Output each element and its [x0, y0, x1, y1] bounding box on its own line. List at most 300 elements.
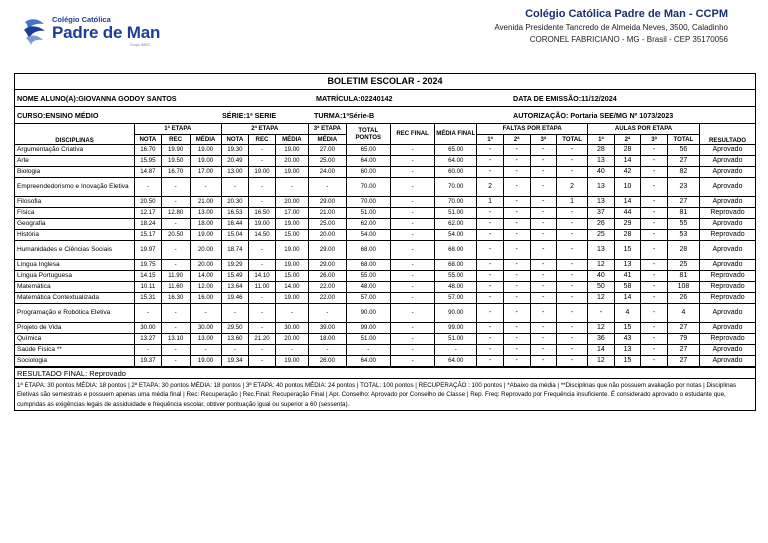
grade-cell: 13.00 [221, 166, 249, 177]
grade-cell: - [503, 303, 530, 322]
grade-cell: - [309, 303, 347, 322]
result-cell: Reprovado [699, 292, 755, 303]
grade-cell: 79 [667, 333, 699, 344]
grade-cell: - [530, 259, 557, 270]
logo-title: Padre de Man [52, 23, 161, 42]
grade-cell: 27 [667, 322, 699, 333]
header-nota: NOTA [221, 134, 249, 144]
grade-cell: - [641, 196, 668, 207]
result-cell: Aprovado [699, 166, 755, 177]
grade-cell: - [390, 292, 434, 303]
grade-cell: 99.00 [435, 322, 477, 333]
grade-cell: 13 [614, 259, 641, 270]
grade-level: SÉRIE:1ª SERIE [222, 111, 277, 120]
grade-cell: 64.00 [346, 155, 390, 166]
grade-cell: 39.00 [309, 322, 347, 333]
grade-cell: 25.00 [309, 155, 347, 166]
grade-cell: 19.37 [135, 355, 162, 366]
grade-cell: - [557, 322, 588, 333]
grade-cell: - [390, 155, 434, 166]
grade-cell: - [641, 355, 668, 366]
grade-cell: - [503, 259, 530, 270]
grade-cell: 11.00 [249, 281, 276, 292]
grade-cell: 19.50 [161, 155, 190, 166]
grade-cell: 18.24 [135, 218, 162, 229]
grade-cell: 14.10 [249, 270, 276, 281]
grade-cell: 65.00 [346, 144, 390, 155]
table-row [15, 344, 755, 355]
grade-cell: 19.00 [190, 229, 221, 240]
grade-cell: - [530, 344, 557, 355]
grade-cell: 15 [614, 240, 641, 259]
grade-cell: - [477, 259, 504, 270]
grade-cell: - [161, 196, 190, 207]
result-cell: Reprovado [699, 333, 755, 344]
grade-cell: 2 [557, 177, 588, 196]
grade-cell: - [557, 144, 588, 155]
header-falta-total: TOTAL [557, 134, 588, 144]
grade-cell: - [135, 344, 162, 355]
grade-cell: - [477, 155, 504, 166]
grade-cell: - [477, 322, 504, 333]
result-cell: Aprovado [699, 144, 755, 155]
grade-cell: - [435, 344, 477, 355]
header-rec: REC [161, 134, 190, 144]
grade-cell: - [390, 333, 434, 344]
grade-cell: 14 [588, 344, 615, 355]
grade-cell: 19.00 [190, 155, 221, 166]
grade-cell: - [390, 281, 434, 292]
result-cell: Aprovado [699, 196, 755, 207]
grade-cell: 25.00 [309, 218, 347, 229]
grade-cell: 13.00 [190, 207, 221, 218]
grade-cell: - [503, 144, 530, 155]
discipline-name: Empreendedorismo e Inovação Eletiva [15, 177, 135, 196]
grade-cell: 60.00 [435, 166, 477, 177]
grade-cell: 62.00 [346, 218, 390, 229]
grade-cell: 18.74 [221, 240, 249, 259]
grade-cell: - [390, 355, 434, 366]
header-aula-e1: 1ª [588, 134, 615, 144]
grade-cell: 27 [667, 344, 699, 355]
grade-cell: - [503, 196, 530, 207]
table-header-row-1 [15, 124, 755, 134]
grade-cell: 15.17 [135, 229, 162, 240]
grade-cell: 11.60 [161, 281, 190, 292]
grade-cell: 70.00 [346, 177, 390, 196]
grades-table [15, 124, 755, 367]
grade-cell: 14 [614, 196, 641, 207]
grade-cell: 40 [588, 166, 615, 177]
grade-cell: - [390, 196, 434, 207]
grade-cell: 48.00 [435, 281, 477, 292]
grade-cell: - [557, 207, 588, 218]
table-row [15, 292, 755, 303]
table-row [15, 333, 755, 344]
grade-cell: 28 [588, 144, 615, 155]
grade-cell: 13.27 [135, 333, 162, 344]
grade-cell: 20.00 [275, 333, 308, 344]
grade-cell: 4 [614, 303, 641, 322]
grade-cell: - [641, 207, 668, 218]
grade-cell: 19.00 [275, 144, 308, 155]
grade-cell: - [275, 303, 308, 322]
grade-cell: 70.00 [435, 177, 477, 196]
grade-cell: 20.50 [135, 196, 162, 207]
grade-cell: 20.00 [275, 155, 308, 166]
grade-cell: - [588, 303, 615, 322]
grade-cell: - [557, 270, 588, 281]
grade-cell: - [190, 177, 221, 196]
grade-cell: 19.00 [275, 240, 308, 259]
grade-cell: - [503, 218, 530, 229]
grade-cell: 55.00 [435, 270, 477, 281]
grade-cell: 54.00 [435, 229, 477, 240]
grade-cell: - [390, 322, 434, 333]
grade-cell: - [161, 344, 190, 355]
grade-cell: 22.00 [309, 292, 347, 303]
grade-cell: 20.49 [221, 155, 249, 166]
grade-cell: 15.31 [135, 292, 162, 303]
grade-cell: - [390, 303, 434, 322]
grade-cell: 14 [614, 292, 641, 303]
table-row [15, 144, 755, 155]
grade-cell: 19.90 [161, 144, 190, 155]
grade-cell: 19.46 [221, 292, 249, 303]
header-total-pontos: TOTAL PONTOS [346, 124, 390, 144]
grade-cell: - [249, 177, 276, 196]
grade-cell: 18.00 [309, 333, 347, 344]
grade-cell: - [503, 281, 530, 292]
grade-cell: - [503, 207, 530, 218]
discipline-name: Física [15, 207, 135, 218]
grade-cell: - [275, 177, 308, 196]
grade-cell: 19.00 [190, 144, 221, 155]
grade-cell: - [641, 292, 668, 303]
discipline-name: Arte [15, 155, 135, 166]
grade-cell: - [557, 229, 588, 240]
grade-cell: 16.00 [190, 292, 221, 303]
grade-cell: 26 [588, 218, 615, 229]
grades-body [15, 144, 755, 366]
grade-cell: - [477, 229, 504, 240]
grade-cell: 19.00 [275, 218, 308, 229]
result-cell: Aprovado [699, 218, 755, 229]
discipline-name: Matemática Contextualizada [15, 292, 135, 303]
grade-cell: 30.00 [190, 322, 221, 333]
header-media-final: MÉDIA FINAL [435, 124, 477, 144]
grade-cell: 14.87 [135, 166, 162, 177]
table-row [15, 207, 755, 218]
result-cell: Aprovado [699, 322, 755, 333]
header-etapa1: 1ª ETAPA [135, 124, 221, 134]
grade-cell: - [477, 240, 504, 259]
grade-cell: - [503, 322, 530, 333]
grade-cell: 64.00 [435, 155, 477, 166]
grade-cell: - [557, 303, 588, 322]
grade-cell: 19.29 [221, 259, 249, 270]
grade-cell: 14.50 [249, 229, 276, 240]
discipline-name: Sociologia [15, 355, 135, 366]
grade-cell: 21.20 [249, 333, 276, 344]
grade-cell: 41 [614, 270, 641, 281]
grade-cell: 15.49 [221, 270, 249, 281]
grade-cell: 17.00 [275, 207, 308, 218]
discipline-name: Projeto de Vida [15, 322, 135, 333]
grade-cell: 12 [588, 292, 615, 303]
grade-cell: 58 [614, 281, 641, 292]
grade-cell: 12.80 [161, 207, 190, 218]
grade-cell: - [503, 240, 530, 259]
grade-cell: - [477, 207, 504, 218]
grade-cell: 25 [667, 259, 699, 270]
grade-cell: 48.00 [346, 281, 390, 292]
grade-cell: - [530, 177, 557, 196]
grade-cell: 20.00 [190, 259, 221, 270]
grade-cell: - [221, 344, 249, 355]
grade-cell: - [477, 166, 504, 177]
grade-cell: 20.30 [221, 196, 249, 207]
grade-cell: 11.90 [161, 270, 190, 281]
grade-cell: - [221, 303, 249, 322]
result-cell: Reprovado [699, 207, 755, 218]
grade-cell: - [557, 259, 588, 270]
grade-cell: 19.00 [275, 355, 308, 366]
grade-cell: - [557, 355, 588, 366]
grade-cell: - [641, 155, 668, 166]
logo-subtitle: Colégio Católica [52, 15, 111, 24]
grade-cell: - [390, 240, 434, 259]
issue-date: DATA DE EMISSÃO:11/12/2024 [513, 94, 617, 103]
grade-cell: 12 [588, 322, 615, 333]
grade-cell: - [641, 229, 668, 240]
grade-cell: - [530, 322, 557, 333]
header-etapa2: 2ª ETAPA [221, 124, 308, 134]
grade-cell: 22.00 [309, 281, 347, 292]
school-name: Colégio Católica Padre de Man - CCPM [525, 8, 728, 20]
grade-cell: 19.00 [190, 355, 221, 366]
discipline-name: História [15, 229, 135, 240]
grade-cell: 21.00 [309, 207, 347, 218]
header-aula-e3: 3ª [641, 134, 668, 144]
result-cell: Reprovado [699, 281, 755, 292]
grade-cell: 20.50 [161, 229, 190, 240]
result-cell: Reprovado [699, 229, 755, 240]
grade-cell: 27 [667, 196, 699, 207]
grade-cell: - [557, 240, 588, 259]
grade-cell: 70.00 [435, 196, 477, 207]
table-row [15, 196, 755, 207]
grade-cell: - [275, 344, 308, 355]
grade-cell: 60.00 [346, 166, 390, 177]
grade-cell: - [641, 303, 668, 322]
grade-cell: 13.10 [161, 333, 190, 344]
grade-cell: - [530, 355, 557, 366]
grade-cell: - [530, 333, 557, 344]
grade-cell: - [221, 177, 249, 196]
grade-cell: - [530, 229, 557, 240]
header-nota: NOTA [135, 134, 162, 144]
grade-cell: 16.70 [135, 144, 162, 155]
grade-cell: 10 [614, 177, 641, 196]
result-cell: Aprovado [699, 177, 755, 196]
discipline-name: Humanidades e Ciências Sociais [15, 240, 135, 259]
grade-cell: 19.00 [249, 218, 276, 229]
grade-cell: - [530, 303, 557, 322]
grade-cell: 51.00 [346, 207, 390, 218]
discipline-name: Língua Portuguesa [15, 270, 135, 281]
header-aula-total: TOTAL [667, 134, 699, 144]
school-info [494, 7, 728, 46]
result-cell: Aprovado [699, 240, 755, 259]
info-row-student [15, 90, 755, 107]
grade-cell: - [503, 177, 530, 196]
grade-cell: 19.00 [275, 259, 308, 270]
grade-cell: 90.00 [346, 303, 390, 322]
grade-cell: - [161, 259, 190, 270]
grade-cell: 20.00 [309, 229, 347, 240]
grade-cell: - [641, 177, 668, 196]
grade-cell: 62.00 [435, 218, 477, 229]
grade-cell: 29.50 [221, 322, 249, 333]
grade-cell: 14.00 [190, 270, 221, 281]
grade-cell: - [249, 155, 276, 166]
grade-cell: - [530, 144, 557, 155]
grade-cell: 25 [588, 229, 615, 240]
grade-cell: 12.17 [135, 207, 162, 218]
grade-cell: 13 [588, 196, 615, 207]
grade-cell: 90.00 [435, 303, 477, 322]
header-media: MÉDIA [309, 134, 347, 144]
grade-cell: 13 [588, 155, 615, 166]
grade-cell: - [390, 259, 434, 270]
grade-cell: - [557, 155, 588, 166]
grade-cell: - [530, 292, 557, 303]
grade-cell: - [503, 155, 530, 166]
grade-cell: - [390, 344, 434, 355]
grade-cell: 19.30 [221, 144, 249, 155]
discipline-name: Química [15, 333, 135, 344]
grade-cell: - [249, 240, 276, 259]
grade-cell: 16.53 [221, 207, 249, 218]
discipline-name: Geografia [15, 218, 135, 229]
header-etapa3: 3ª ETAPA [309, 124, 347, 134]
grade-cell: 20.00 [190, 240, 221, 259]
course: CURSO:ENSINO MÉDIO [17, 111, 99, 120]
grade-cell: 12 [588, 259, 615, 270]
grade-cell: - [503, 166, 530, 177]
grade-cell: 19.97 [135, 240, 162, 259]
grade-cell: 16.44 [221, 218, 249, 229]
grade-cell: - [161, 355, 190, 366]
grade-cell: - [530, 240, 557, 259]
grade-cell: - [249, 355, 276, 366]
grade-cell: 54.00 [346, 229, 390, 240]
grade-cell: - [503, 229, 530, 240]
discipline-name: Saúde Física ** [15, 344, 135, 355]
grade-cell: - [161, 322, 190, 333]
discipline-name: Programação e Robótica Eletiva [15, 303, 135, 322]
grade-cell: - [641, 218, 668, 229]
grade-cell: 29.00 [309, 259, 347, 270]
school-address: Avenida Presidente Tancredo de Almeida Neves, 3500, Caladinho [494, 23, 728, 32]
grade-cell: 21.00 [190, 196, 221, 207]
logo-group: Grupo UBEC [130, 43, 151, 47]
grade-cell: 29 [614, 218, 641, 229]
grade-cell: 23 [667, 177, 699, 196]
grade-cell: 18.00 [190, 218, 221, 229]
grade-cell: - [557, 333, 588, 344]
grade-cell: 15.04 [221, 229, 249, 240]
grade-cell: - [641, 259, 668, 270]
legend-notes: 1ª ETAPA: 30 pontos MÉDIA: 18 pontos | 2ª ETAPA: 30 pontos MÉDIA: 18 pontos | 3ª ETAPA: 40 pontos MÉDIA: 24 pontos | TOTAL: 100 pontos | RECUPERAÇÃO : 100 pontos | *Abaixo da média | **Disciplinas que não possuem avaliação por notas | Disciplinas Eletivas são semestrais e possuem apenas uma média final | Rec: Recuperação | Rec.Final: Recuperação Final | Apr. Conselho: Aprovado por Conselho de Classe | Rep. Freq: Reprovado por Frequência insuficiente. É considerado aprovado o estudante que, cumpridas as exigências legais de assiduidade e frequência escolar, obtiver pontuação igual ou superior a 60 (sessenta). [17, 381, 737, 408]
grade-cell: 2 [477, 177, 504, 196]
discipline-name: Língua Inglesa [15, 259, 135, 270]
grade-cell: 13.60 [221, 333, 249, 344]
grade-cell: - [530, 207, 557, 218]
table-row [15, 281, 755, 292]
page-header [0, 0, 768, 70]
grade-cell: 42 [614, 166, 641, 177]
header-aulas: AULAS POR ETAPA [588, 124, 700, 134]
grade-cell: 27 [667, 355, 699, 366]
grade-cell: 82 [667, 166, 699, 177]
table-row [15, 259, 755, 270]
grade-cell: 17.00 [190, 166, 221, 177]
grade-cell: 15 [614, 322, 641, 333]
grade-cell: - [477, 218, 504, 229]
header-falta-e3: 3ª [530, 134, 557, 144]
grade-cell: 81 [667, 207, 699, 218]
grade-cell: - [390, 270, 434, 281]
grade-cell: 13 [588, 177, 615, 196]
grade-cell: 57.00 [435, 292, 477, 303]
grade-cell: 15.95 [135, 155, 162, 166]
grade-cell: 15.00 [275, 270, 308, 281]
school-logo [22, 14, 182, 48]
grade-cell: - [503, 355, 530, 366]
grade-cell: 15.00 [275, 229, 308, 240]
grade-cell: 64.00 [435, 355, 477, 366]
grade-cell: 27.00 [309, 144, 347, 155]
grade-cell: - [190, 303, 221, 322]
table-row [15, 229, 755, 240]
grade-cell: 55 [667, 218, 699, 229]
grade-cell: 13 [588, 240, 615, 259]
grade-cell: - [135, 177, 162, 196]
header-media: MÉDIA [190, 134, 221, 144]
grade-cell: 19.00 [249, 166, 276, 177]
grade-cell: 1 [477, 196, 504, 207]
grade-cell: - [477, 144, 504, 155]
grade-cell: 64.00 [346, 355, 390, 366]
grade-cell: - [557, 292, 588, 303]
school-city: CORONEL FABRICIANO - MG - Brasil - CEP 35170056 [529, 35, 728, 44]
grade-cell: - [503, 344, 530, 355]
grade-cell: - [641, 333, 668, 344]
grade-cell: - [530, 166, 557, 177]
grade-cell: - [477, 281, 504, 292]
grade-cell: - [161, 218, 190, 229]
grade-cell: 26.00 [309, 270, 347, 281]
grade-cell: - [503, 270, 530, 281]
grade-cell: 55.00 [346, 270, 390, 281]
grade-cell: 24.00 [309, 166, 347, 177]
grade-cell: 29.00 [309, 240, 347, 259]
grade-cell: - [477, 344, 504, 355]
grade-cell: - [530, 196, 557, 207]
table-row [15, 240, 755, 259]
